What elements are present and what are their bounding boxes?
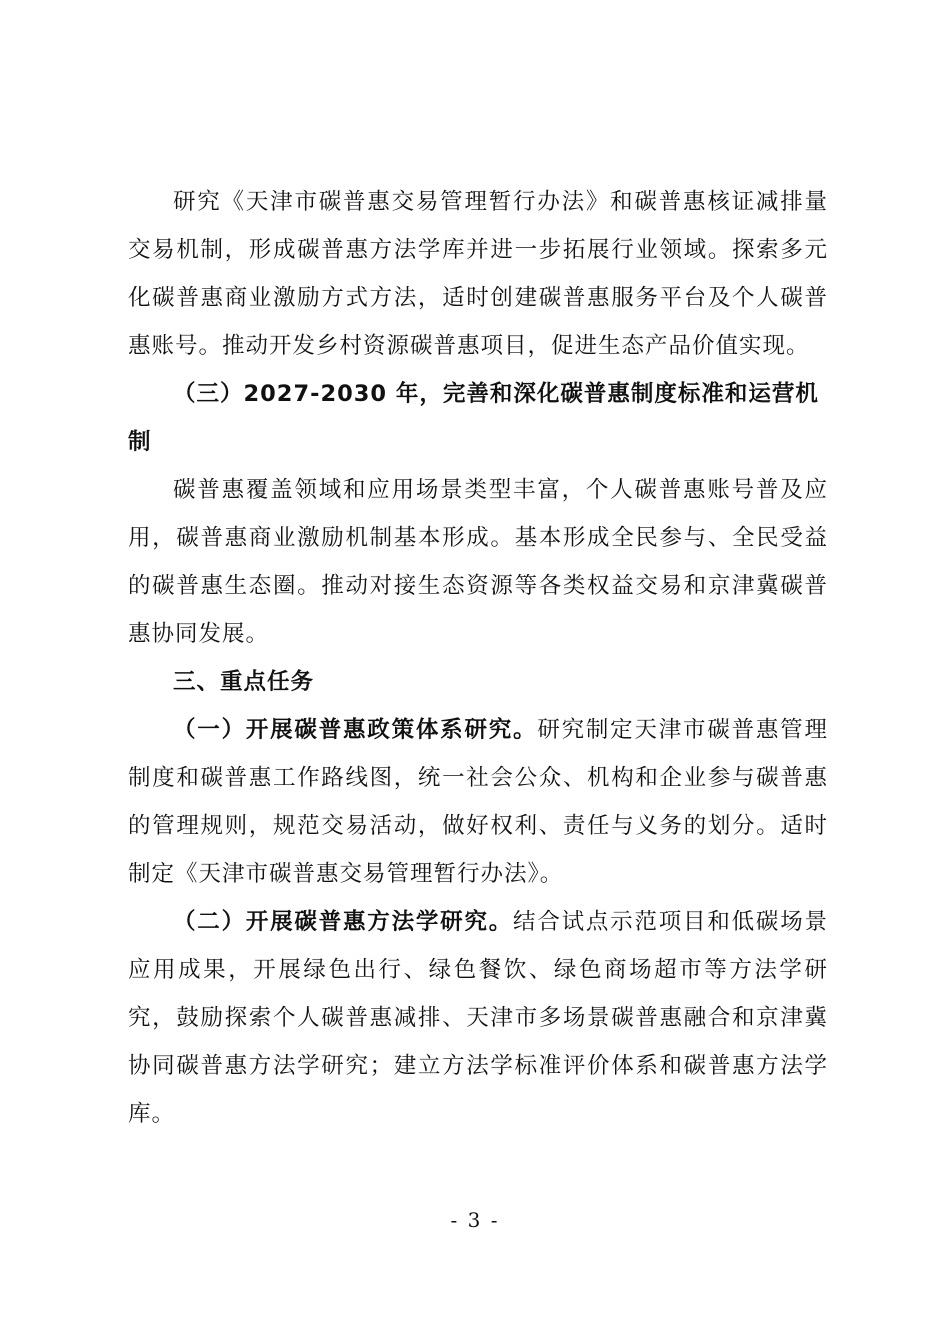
task-two-text: 结合试点示范项目和低碳场景应用成果，开展绿色出行、绿色餐饮、绿色商场超市等方法学研究，鼓励探索个人碳普惠减排、天津市多场景碳普惠融合和京津冀协同碳普惠方法学研究；建立方法学标准评价体系和碳普惠方法学库。 — [128, 909, 828, 1127]
task-one-text: 研究制定天津市碳普惠管理制度和碳普惠工作路线图，统一社会公众、机构和企业参与碳普惠的管理规则，规范交易活动，做好权利、责任与义务的划分。适时制定《天津市碳普惠交易管理暂行办法》。 — [128, 717, 828, 887]
section-heading-key-tasks: 三、重点任务 — [173, 669, 315, 695]
paragraph-phase-three: 碳普惠覆盖领域和应用场景类型丰富，个人碳普惠账号普及应用，碳普惠商业激励机制基本形成。基本形成全民参与、全民受益的碳普惠生态圈。推动对接生态资源等各类权益交易和京津冀碳普惠协同发展。 — [128, 477, 828, 647]
task-one-lead: （一）开展碳普惠政策体系研究。 — [173, 717, 538, 743]
document-body — [128, 178, 828, 1138]
subheading-phase-three: （三）2027-2030 年，完善和深化碳普惠制度标准和运营机制 — [128, 381, 819, 455]
paragraph-task-one — [128, 706, 828, 898]
paragraph-research-measures: 研究《天津市碳普惠交易管理暂行办法》和碳普惠核证减排量交易机制，形成碳普惠方法学库并进一步拓展行业领域。探索多元化碳普惠商业激励方式方法，适时创建碳普惠服务平台及个人碳普惠账号。推动开发乡村资源碳普惠项目，促进生态产品价值实现。 — [128, 189, 828, 359]
task-two-lead: （二）开展碳普惠方法学研究。 — [173, 909, 514, 935]
page-number: - 3 - — [450, 1208, 500, 1232]
paragraph-task-two — [128, 898, 828, 1138]
